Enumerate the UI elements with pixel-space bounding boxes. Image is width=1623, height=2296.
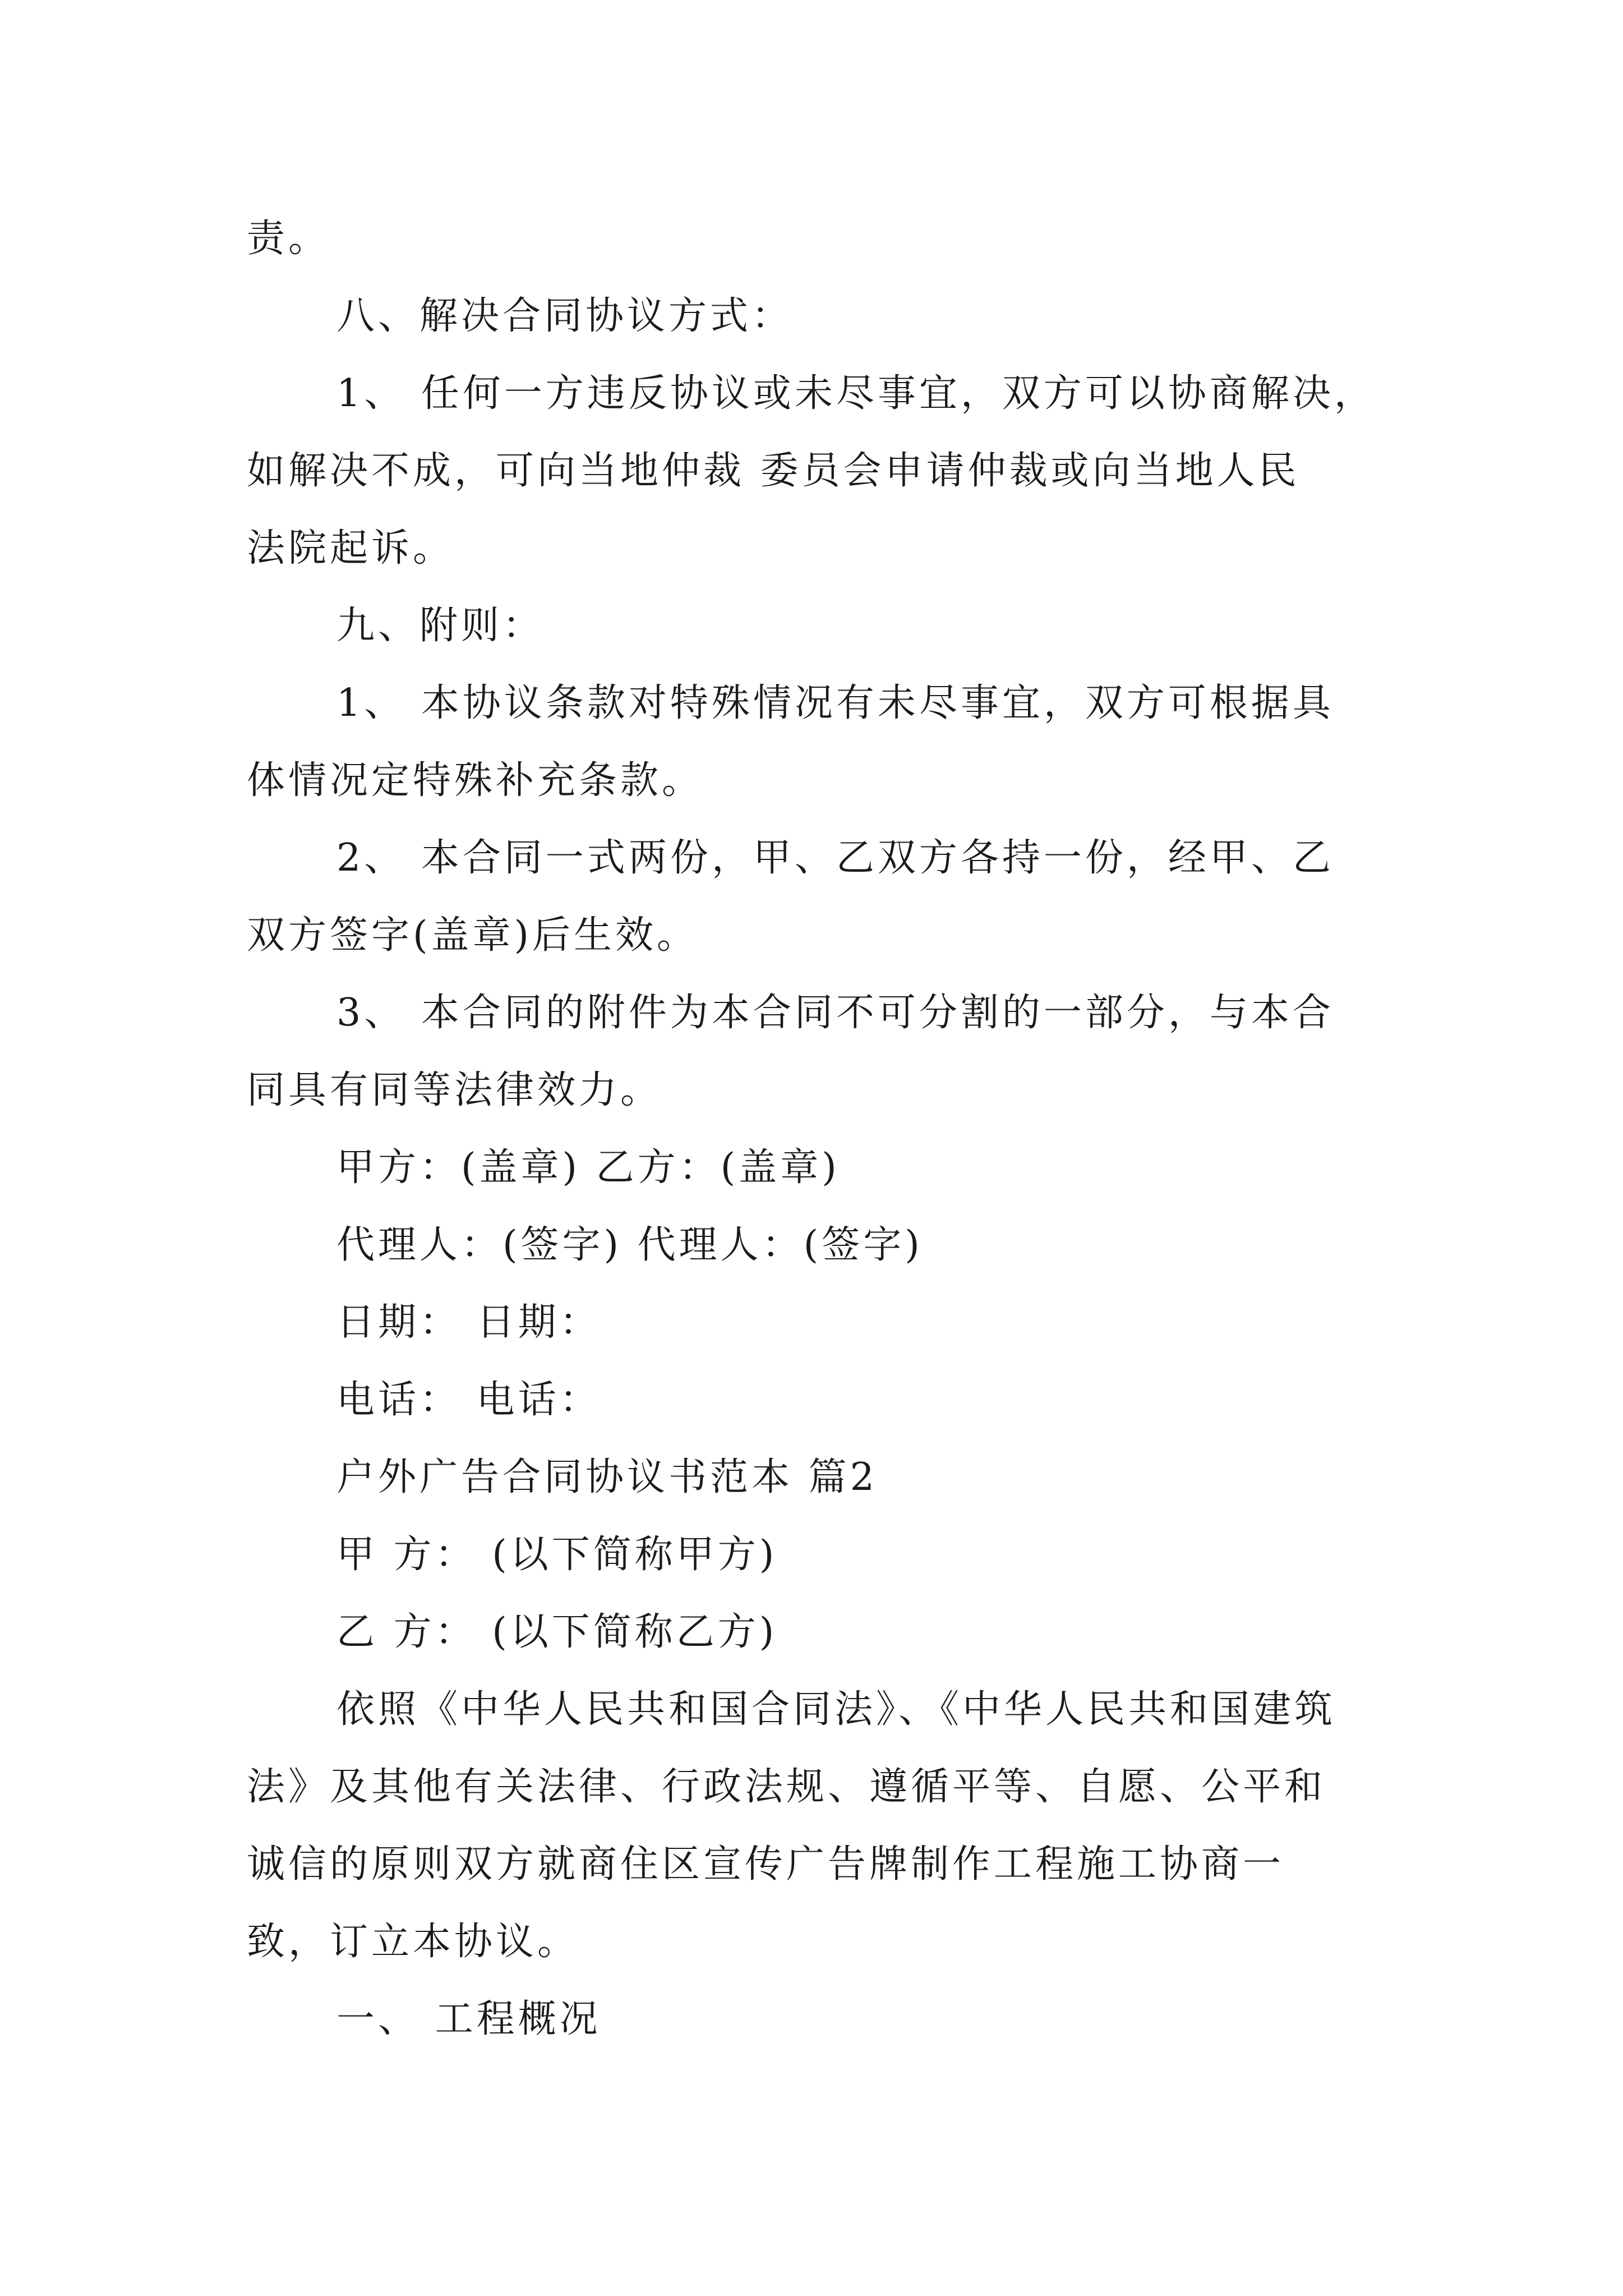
text-line: 法》及其他有关法律、行政法规、遵循平等、自愿、公平和 — [247, 1765, 1326, 1809]
party-line: 乙 方： (以下简称乙方) — [336, 1610, 778, 1654]
text-line: 责。 — [247, 217, 330, 261]
phone-line: 电话： 电话： — [336, 1378, 601, 1422]
section-heading: 九、附则： — [336, 604, 545, 648]
text-line: 双方签字(盖章)后生效。 — [247, 913, 699, 958]
text-line: 3、 本合同的附件为本合同不可分割的一部分，与本合 — [336, 991, 1334, 1035]
text-line: 如解决不成，可向当地仲裁 委员会申请仲裁或向当地人民 — [247, 449, 1300, 493]
text-line: 致，订立本协议。 — [247, 1920, 579, 1964]
text-line: 诚信的原则双方就商住区宣传广告牌制作工程施工协商一 — [247, 1842, 1285, 1887]
section-heading: 一、 工程概况 — [336, 1997, 601, 2041]
section-heading: 八、解决合同协议方式： — [336, 294, 794, 338]
document-title: 户外广告合同协议书范本 篇2 — [336, 1455, 878, 1499]
text-line: 2、 本合同一式两份，甲、乙双方各持一份，经甲、乙 — [336, 836, 1334, 880]
text-line: 法院起诉。 — [247, 526, 455, 570]
text-line: 同具有同等法律效力。 — [247, 1068, 662, 1112]
party-line: 甲 方： (以下简称甲方) — [336, 1533, 778, 1577]
signature-line: 甲方：(盖章) 乙方：(盖章) — [336, 1145, 840, 1190]
text-line: 1、 本协议条款对特殊情况有未尽事宜，双方可根据具 — [336, 681, 1334, 725]
date-line: 日期： 日期： — [336, 1300, 601, 1345]
signature-line: 代理人：(签字) 代理人：(签字) — [336, 1223, 923, 1267]
text-line: 体情况定特殊补充条款。 — [247, 758, 704, 803]
text-line: 依照《中华人民共和国合同法》、《中华人民共和国建筑 — [336, 1687, 1336, 1732]
text-line: 1、 任何一方违反协议或未尽事宜，双方可以协商解决， — [336, 371, 1376, 416]
